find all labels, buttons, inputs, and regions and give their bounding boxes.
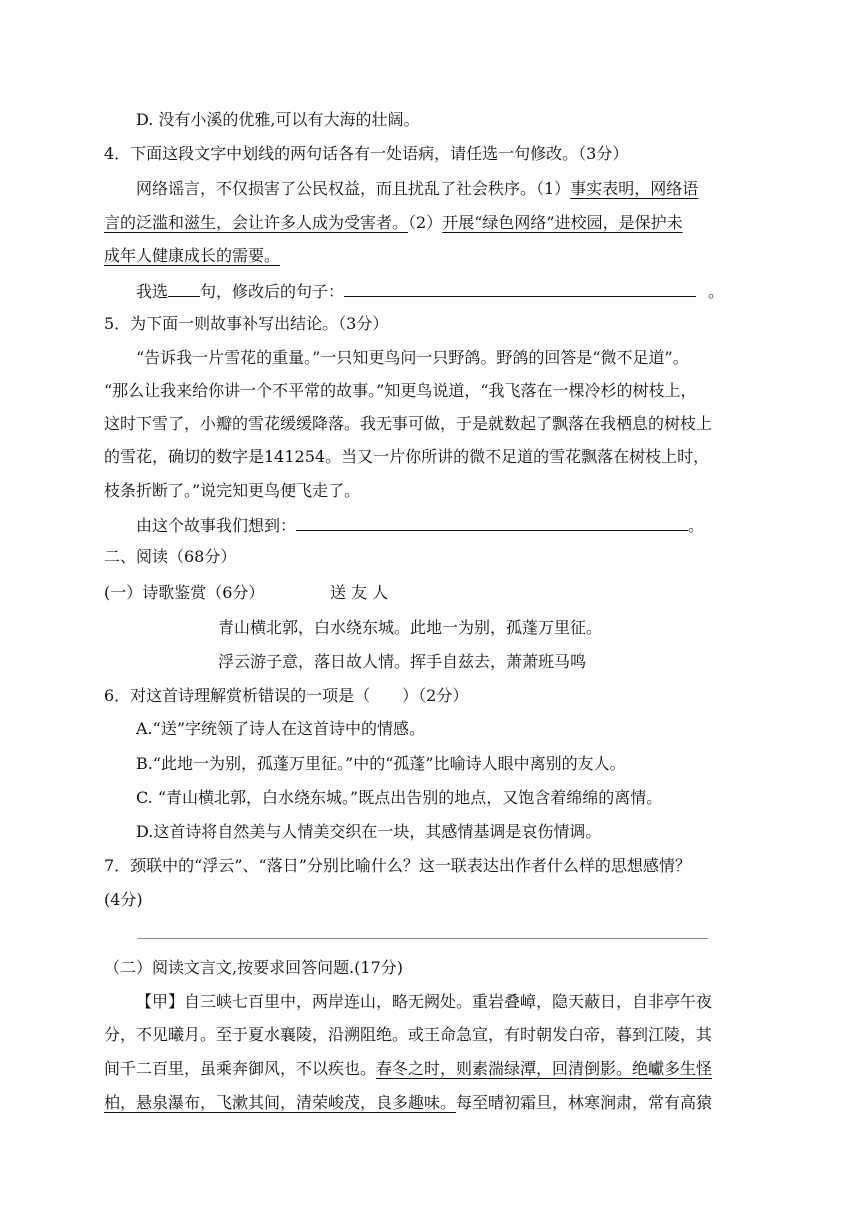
poem-section-label: (一）诗歌鉴赏（6分） — [104, 583, 265, 602]
classical-line-4: 柏，悬泉瀑布，飞漱其间，清荣峻茂，良多趣味。每至晴初霜旦，林寒涧肃，常有高猿 — [104, 1093, 713, 1112]
q7-prompt: 7．颈联中的“浮云”、“落日”分别比喻什么？这一联表达出作者什么样的思想感情？ — [104, 856, 691, 875]
q7-points: (4分) — [104, 890, 143, 909]
q6-option-c: C. “青山横北郭，白水绕东城。”既点出告别的地点，又饱含着绵绵的离情。 — [136, 788, 663, 807]
q4-passage-line-3 — [104, 245, 280, 267]
q4-answer-line: 我选 句，修改后的句子： 。 — [136, 282, 725, 301]
underlined-classical-2: 绝巘多生怪 — [632, 1059, 713, 1078]
underlined-classical-1: 春冬之时，则素湍绿潭，回清倒影。 — [376, 1059, 633, 1078]
q6-option-d: D.这首诗将自然美与人情美交织在一块，其感情基调是哀伤情调。 — [136, 822, 602, 841]
underlined-sentence-2: 开展“绿色网络”进校园，是保护未 — [442, 213, 683, 232]
q6-prompt: 6．对这首诗理解赏析错误的一项是（ ）（2分） — [104, 686, 469, 705]
poem-line-2: 浮云游子意，落日故人情。挥手自兹去，萧萧班马鸣 — [218, 652, 587, 671]
q6-option-a: A.“送”字统领了诗人在这首诗中的情感。 — [136, 719, 426, 738]
q5-story-line-3: 这时下雪了，小瓣的雪花缓缓降落。我无事可做，于是就数起了飘落在我栖息的树枝上 — [104, 414, 713, 433]
answer-rule — [138, 938, 708, 939]
q5-story-line-4: 的雪花，确切的数字是141254。当又一片你所讲的微不足道的雪花飘落在树枝上时， — [104, 447, 710, 466]
underlined-sentence-1: 事实表明，网络语 — [570, 179, 699, 198]
q3-option-d: D. 没有小溪的优雅,可以有大海的壮阔。 — [136, 110, 420, 129]
q5-answer-line: 由这个故事我们想到： 。 — [136, 516, 705, 535]
classical-line-3: 间千二百里，虽乘奔御风，不以疾也。春冬之时，则素湍绿潭，回清倒影。绝巘多生怪 — [104, 1059, 713, 1078]
section-2-heading: 二、阅读（68分） — [104, 547, 237, 566]
poem-title: 送 友 人 — [330, 583, 389, 602]
q5-story-line-1: “告诉我一片雪花的重量。”一只知更鸟问一只野鸽。野鸽的回答是“微不足道”。 — [136, 348, 689, 367]
underlined-classical-2-cont: 柏，悬泉瀑布，飞漱其间，清荣峻茂，良多趣味。 — [104, 1093, 457, 1112]
q4-prompt: 4．下面这段文字中划线的两句话各有一处语病，请任选一句修改。（3分） — [104, 144, 629, 163]
poem-line-1: 青山横北郭，白水绕东城。此地一为别，孤蓬万里征。 — [218, 618, 603, 637]
q4-passage-line-2: 言的泛滥和滋生，会让许多人成为受害者。（2）开展“绿色网络”进校园，是保护未 — [104, 213, 683, 232]
sentence-number-blank[interactable] — [168, 280, 200, 297]
q5-story-line-2: “那么让我来给你讲一个不平常的故事。”知更鸟说道，“我飞落在一棵冷杉的树枝上， — [104, 381, 697, 400]
q5-story-line-5: 枝条折断了。”说完知更鸟便飞走了。 — [104, 481, 361, 500]
q6-option-b: B.“此地一为别，孤蓬万里征。”中的“孤蓬”比喻诗人眼中离别的友人。 — [136, 754, 626, 773]
revised-sentence-blank[interactable] — [344, 280, 696, 297]
underlined-sentence-1-cont: 言的泛滥和滋生，会让许多人成为受害者。 — [104, 213, 409, 232]
classical-line-2: 分，不见曦月。至于夏水襄陵，沿溯阻绝。或王命急宣，有时朝发白帝，暮到江陵，其 — [104, 1025, 713, 1044]
underlined-sentence-2-cont: 成年人健康成长的需要。 — [104, 246, 281, 265]
classical-line-1: 【甲】自三峡七百里中，两岸连山，略无阙处。重岩叠嶂，隐天蔽日，自非亭午夜 — [136, 992, 713, 1011]
q5-prompt: 5．为下面一则故事补写出结论。（3分） — [104, 314, 389, 333]
conclusion-blank[interactable] — [296, 514, 688, 531]
q4-passage-line-1: 网络谣言，不仅损害了公民权益，而且扰乱了社会秩序。（1）事实表明，网络语 — [136, 179, 699, 198]
classical-heading: （二）阅读文言文,按要求回答问题.(17分) — [104, 958, 404, 977]
